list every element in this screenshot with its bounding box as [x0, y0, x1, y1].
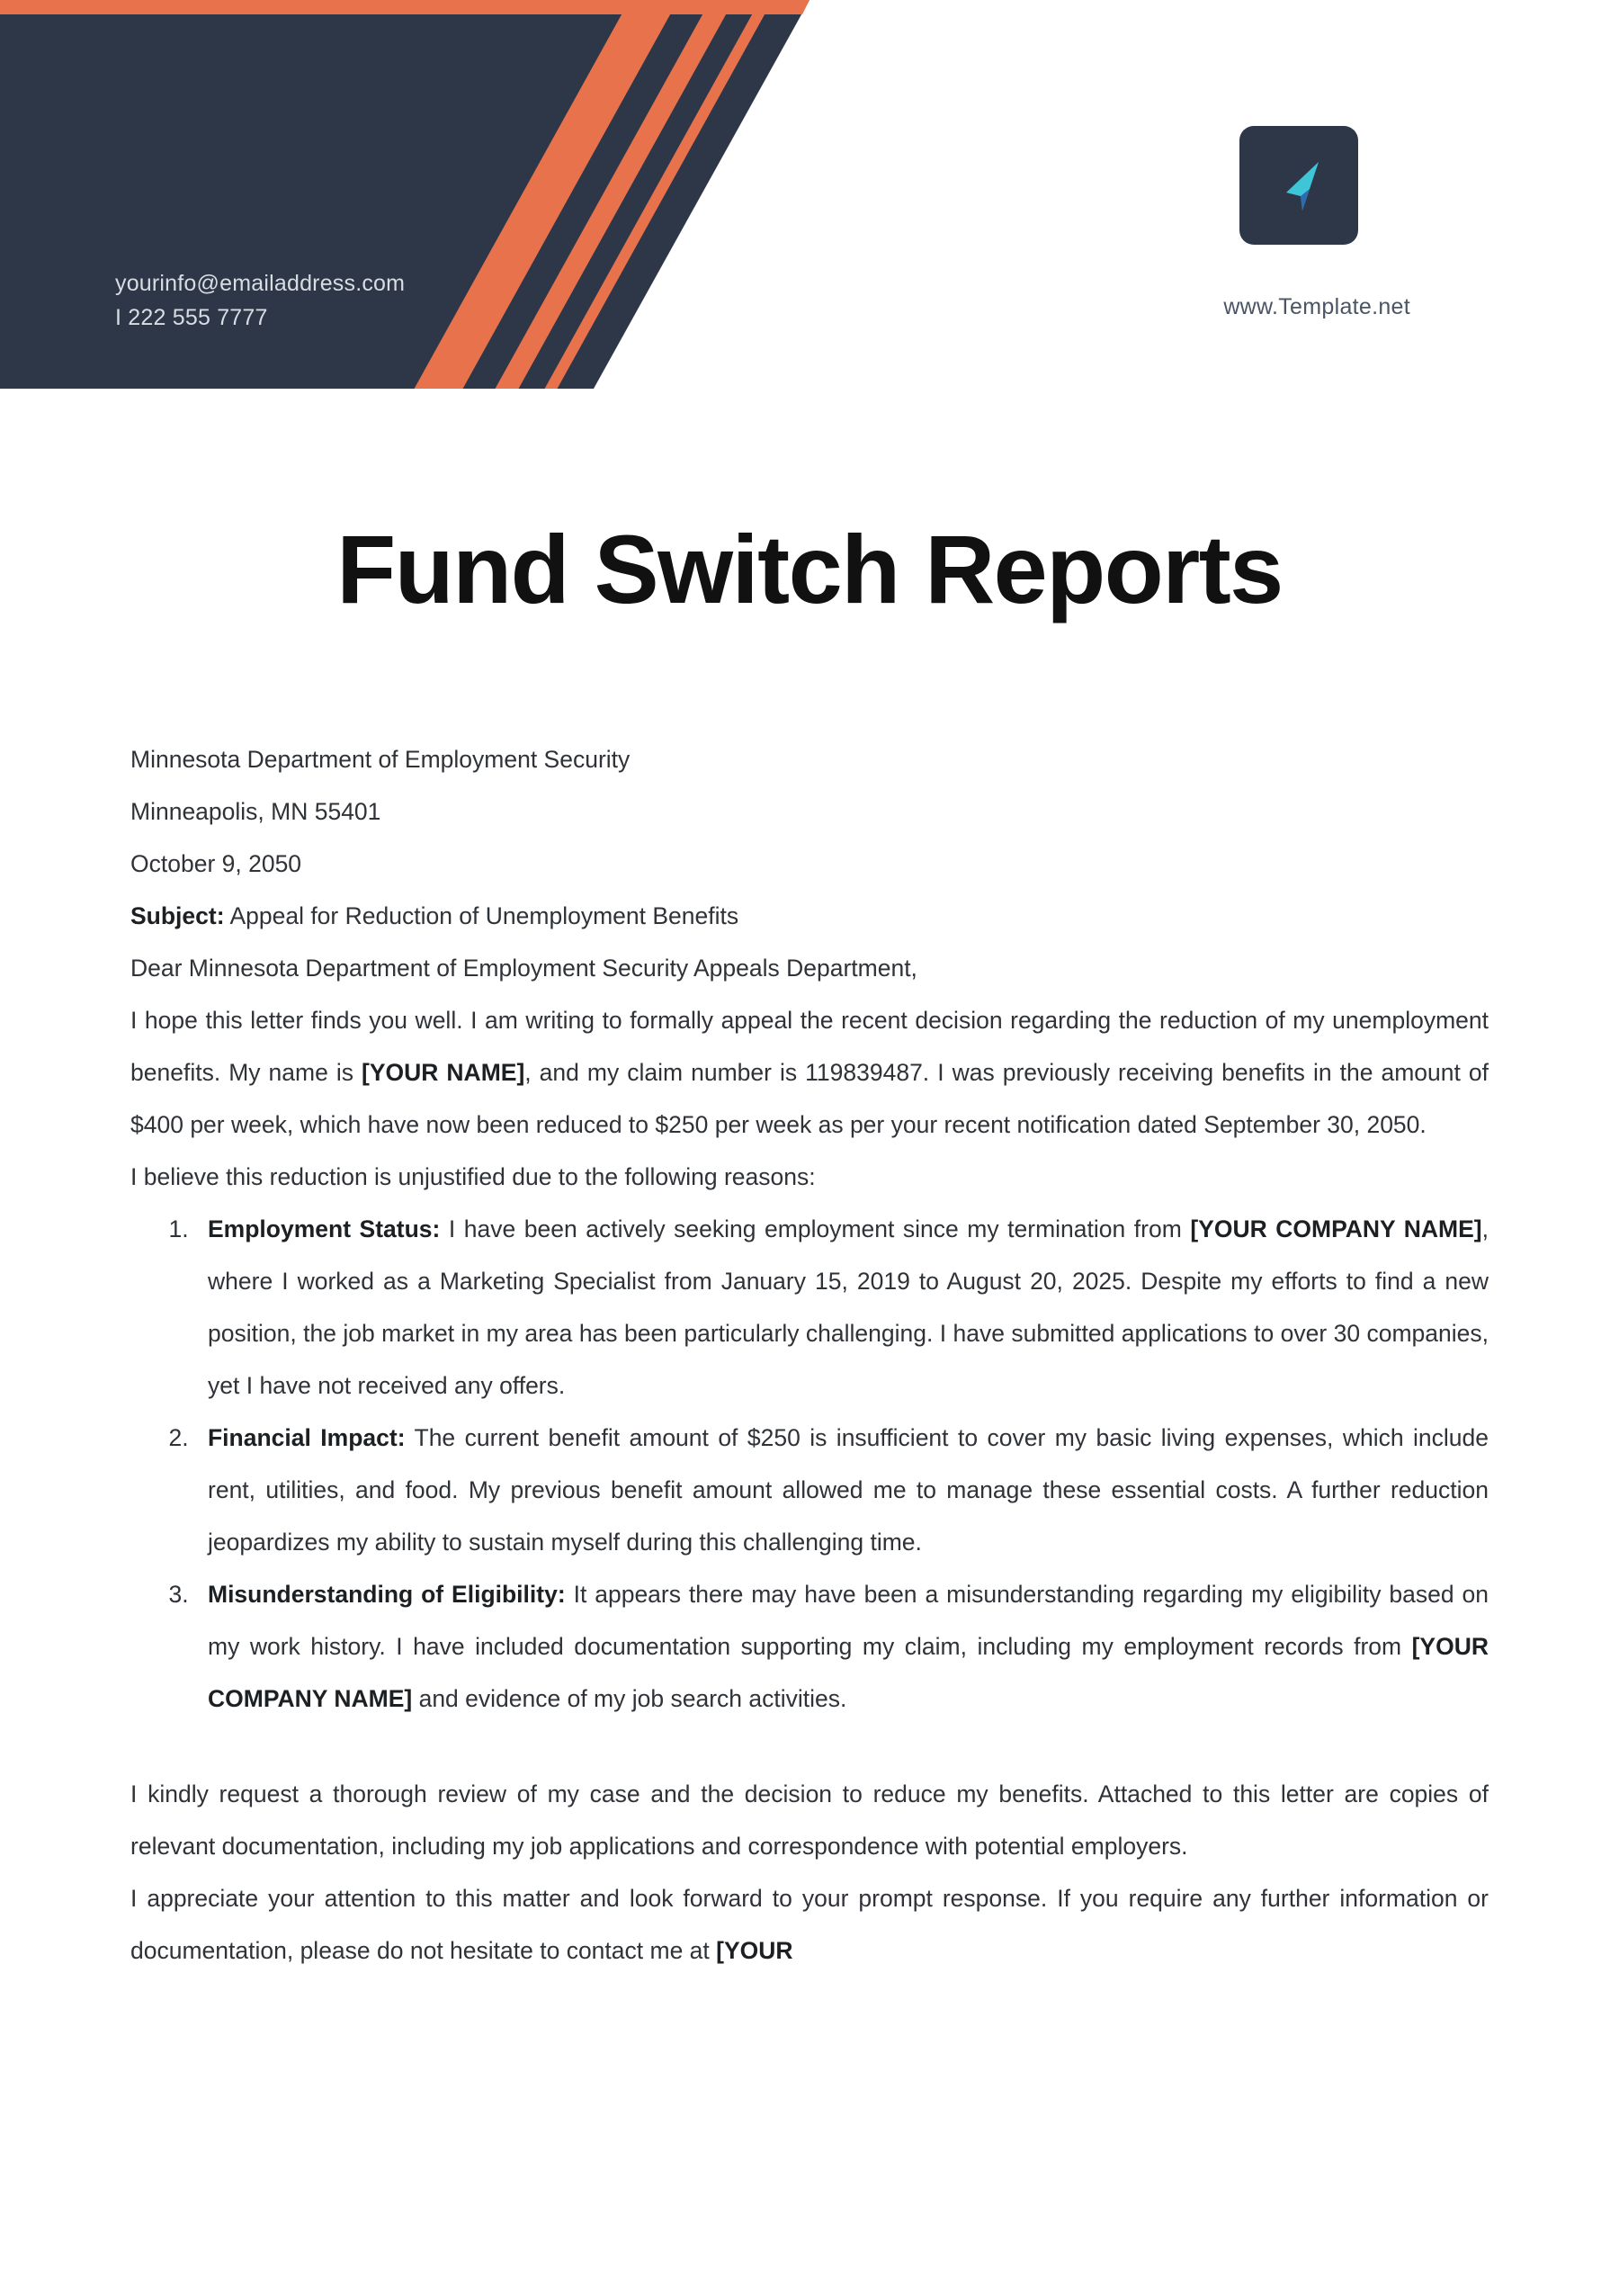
- company-name-placeholder: [YOUR COMPANY NAME]: [1190, 1215, 1482, 1242]
- header-contact-block: [115, 266, 405, 335]
- header-phone: I 222 555 7777: [115, 305, 268, 330]
- company-name-placeholder: [YOUR COMPANY NAME]: [208, 1633, 1489, 1712]
- letter-closing-contact: [130, 1872, 1489, 1977]
- intro-text-1: I hope this letter finds you well. I am writing to formally appeal the recent decision regarding the reduction of my unemployment benefits. My name is: [130, 1007, 1489, 1086]
- reason-label: Financial Impact:: [208, 1424, 406, 1451]
- letter-salutation: Dear Minnesota Department of Employment Security Appeals Department,: [130, 955, 917, 982]
- reason-text-2: , where I worked as a Marketing Specialist from January 15, 2019 to August 20, 2025. Despite my efforts to find a new position, the job market in my area has been particularly challenging. I have submitted applications to over 30 companies, yet I have not received any offers.: [208, 1215, 1489, 1399]
- recipient-org: Minnesota Department of Employment Security: [130, 746, 631, 773]
- reasons-list: [130, 1203, 1489, 1725]
- list-item: [195, 1412, 1489, 1568]
- recipient-city: Minneapolis, MN 55401: [130, 798, 381, 825]
- page-header: [0, 0, 1619, 396]
- paper-plane-logo-icon: [1239, 126, 1358, 245]
- header-email: yourinfo@emailaddress.com: [115, 271, 406, 296]
- reasons-lead-in: I believe this reduction is unjustified due to the following reasons:: [130, 1163, 816, 1190]
- reason-text-2: and evidence of my job search activities.: [412, 1685, 847, 1712]
- letter-body: [130, 733, 1489, 1977]
- header-orange-top-strip: [0, 0, 810, 14]
- subject-text: Appeal for Reduction of Unemployment Benefits: [224, 902, 739, 929]
- reason-text-1: I have been actively seeking employment since my termination from: [440, 1215, 1191, 1242]
- letter-closing-request: I kindly request a thorough review of my case and the decision to reduce my benefits. Attached to this letter are copies of relevant documentation, including my job applications and correspondence with potential employers.: [130, 1780, 1489, 1860]
- letter-date: October 9, 2050: [130, 850, 302, 877]
- letter-subject: [130, 890, 1489, 942]
- subject-label: Subject:: [130, 902, 225, 929]
- list-item: [195, 1203, 1489, 1412]
- your-name-placeholder: [YOUR NAME]: [362, 1059, 525, 1086]
- list-item: [195, 1568, 1489, 1725]
- reason-label: Employment Status:: [208, 1215, 441, 1242]
- closing-text: I appreciate your attention to this matter and look forward to your prompt response. If you require any further information or documentation, please do not hesitate to contact me at: [130, 1885, 1489, 1964]
- reason-text-1: The current benefit amount of $250 is insufficient to cover my basic living expenses, which include rent, utilities, and food. My previous benefit amount allowed me to manage these essential costs. A further reduction jeopardizes my ability to sustain myself during this challenging time.: [208, 1424, 1489, 1556]
- intro-text-2: , and my claim number is 119839487. I was previously receiving benefits in the amount of $400 per week, which have now been reduced to $250 per week as per your recent notification dated September 30, 2050.: [130, 1059, 1489, 1138]
- reason-text-1: It appears there may have been a misunderstanding regarding my eligibility based on my work history. I have included documentation supporting my claim, including my employment records from: [208, 1581, 1489, 1660]
- page-title: Fund Switch Reports: [336, 515, 1283, 623]
- paragraph-spacer: [130, 1725, 1489, 1768]
- your-placeholder-truncated: [YOUR: [716, 1937, 793, 1964]
- header-website: www.Template.net: [1223, 294, 1410, 319]
- reason-label: Misunderstanding of Eligibility:: [208, 1581, 566, 1608]
- letter-intro-paragraph: [130, 994, 1489, 1151]
